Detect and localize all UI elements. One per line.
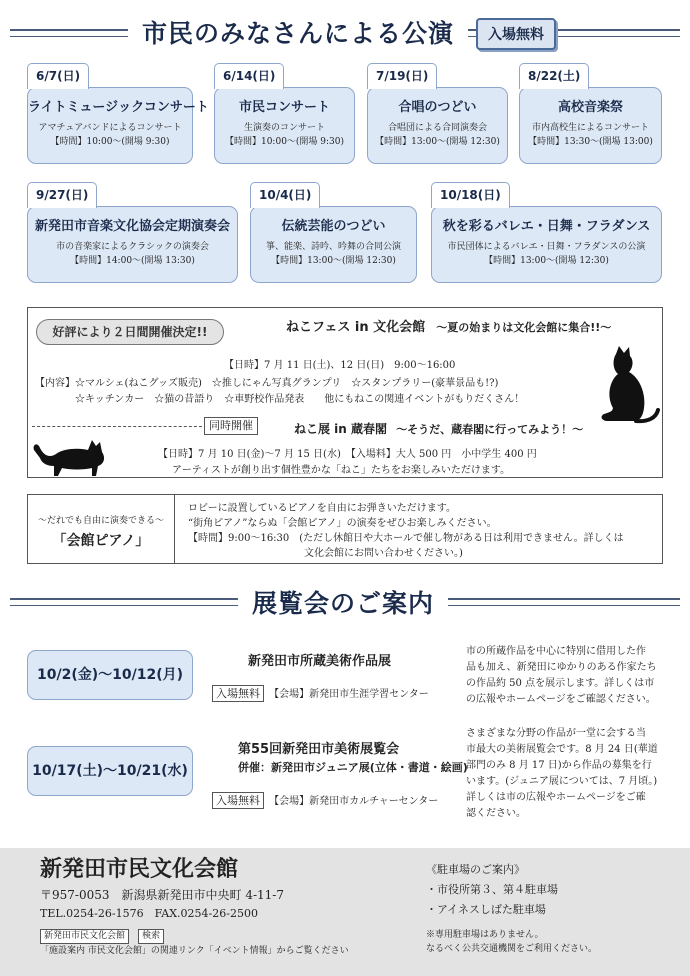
neko-ten-desc: アーティストが創り出す個性豊かな「ねこ」たちをお楽しみいただけます。 <box>172 465 511 476</box>
desc-line: 詳しくは市の広報やホームページをご確 <box>466 792 646 803</box>
exhibition-meta <box>212 789 438 809</box>
sitting-cat-illustration <box>596 346 660 424</box>
event-card <box>367 63 508 164</box>
event-card <box>519 63 662 164</box>
desc-line: の広報やホームページをご確認ください。 <box>466 694 656 705</box>
parking-item: ・市役所第３、第４駐車場 <box>426 883 558 896</box>
exhibition-title: 新発田市所蔵美術作品展 <box>248 654 392 669</box>
parking-title: 《駐車場のご案内》 <box>426 863 525 876</box>
exhibition-title: 第55回新発田市美術展覧会 <box>238 742 400 757</box>
event-title: 秋を彩るバレエ・日舞・フラダンス <box>442 219 651 234</box>
event-time: 【時間】13:00～(開場 12:30) <box>484 256 609 266</box>
footer <box>0 848 690 976</box>
search-box-text: 新発田市民文化会館 <box>40 929 129 944</box>
event-title: 新発田市音楽文化協会定期演奏会 <box>34 219 230 234</box>
exhibition-date: 10/2(金)～10/12(月) <box>27 650 193 700</box>
piano-subtitle: ～だれでも自由に演奏できる～ <box>37 516 164 526</box>
event-card <box>27 63 209 164</box>
event-time: 【時間】13:00～(開場 12:30) <box>375 137 500 147</box>
footer-phone: TEL.0254-26-1576 FAX.0254-26-2500 <box>40 907 258 920</box>
search-button-graphic: 検索 <box>138 929 164 944</box>
desc-line: 認ください。 <box>466 808 526 819</box>
performances-title: 市民のみなさんによる公演 <box>128 14 468 50</box>
neko-fes-title: ねこフェス in 文化会館 <box>286 320 426 335</box>
desc-line: 部門のみ 8 月 17 日)から作品の募集を行 <box>466 760 652 771</box>
neko-ten-heading <box>294 418 583 437</box>
free-admission-badge: 入場無料 <box>476 18 556 50</box>
search-box-graphic <box>40 923 164 944</box>
neko-fes-content-2: ☆キッチンカー ☆猫の昔語り ☆車野校作品発表 他にもねこの関連イベントがもりだくさん！ <box>75 394 525 405</box>
desc-line: 市の所蔵作品を中心に特別に借用した作 <box>466 646 646 657</box>
free-admission-tag: 入場無料 <box>212 685 264 702</box>
event-date: 7/19(日) <box>367 63 437 89</box>
neko-fes-date: 【日時】7 月 11 日(土)、12 日(日) 9:00～16:00 <box>224 360 456 371</box>
event-time: 【時間】14:00～(開場 13:30) <box>70 256 195 266</box>
event-time: 【時間】10:00～(開場 9:30) <box>224 137 345 147</box>
free-admission-tag: 入場無料 <box>212 792 264 809</box>
event-date: 6/7(日) <box>27 63 89 89</box>
event-date: 10/4(日) <box>250 182 320 208</box>
event-card <box>27 182 238 283</box>
event-title: 合唱のつどい <box>398 100 477 115</box>
neko-ten-subtitle: ～そうだ、蔵春閣に行ってみよう！～ <box>396 423 584 436</box>
event-desc: 市民団体によるバレエ・日舞・フラダンスの公演 <box>447 242 646 252</box>
piano-line: “街角ピアノ”ならぬ「会館ピアノ」の演奏をぜひお楽しみください。 <box>188 518 497 529</box>
event-card <box>250 182 417 283</box>
footer-venue-name: 新発田市民文化会館 <box>40 857 239 882</box>
piano-title: 「会館ピアノ」 <box>52 533 150 549</box>
neko-fes-box <box>27 307 663 478</box>
exhibition-desc <box>466 726 658 822</box>
event-desc: 合唱団による合同演奏会 <box>387 123 487 133</box>
parking-note <box>426 928 597 956</box>
exhibition-meta <box>212 682 429 702</box>
event-desc: アマチュアバンドによるコンサート <box>38 123 182 133</box>
parking-note-line: ※専用駐車場はありません。 <box>426 930 544 940</box>
desc-line: います。(ジュニア展については、7 月頃。) <box>466 776 658 787</box>
event-date: 8/22(土) <box>519 63 589 89</box>
kaikan-piano-box <box>27 494 663 564</box>
event-time: 【時間】13:30～(開場 13:00) <box>528 137 653 147</box>
exhibition-venue: 【会場】新発田市カルチャーセンター <box>269 796 439 807</box>
event-desc: 市内高校生によるコンサート <box>531 123 649 133</box>
event-card <box>431 182 662 283</box>
event-time: 【時間】10:00～(開場 9:30) <box>50 137 170 147</box>
event-desc: 生演奏のコンサート <box>243 123 325 133</box>
footer-address: 〒957-0053 新潟県新発田市中央町 4-11-7 <box>40 888 284 902</box>
neko-fes-heading <box>286 316 611 335</box>
desc-line: 品も加え、新発田にゆかりのある作家たち <box>466 662 657 673</box>
event-title: 市民コンサート <box>238 100 330 115</box>
exhibition-venue: 【会場】新発田市生涯学習センター <box>269 689 429 700</box>
neko-fes-subtitle: ～夏の始まりは文化会館に集合!!～ <box>436 321 612 334</box>
simultaneous-label: 同時開催 <box>204 417 258 435</box>
exhibitions-title: 展覧会のご案内 <box>238 584 448 620</box>
exhibition-subtitle: 併催：新発田市ジュニア展(立体・書道・絵画) <box>238 761 468 774</box>
parking-item: ・アイネスしばた駐車場 <box>426 903 546 916</box>
event-time: 【時間】13:00～(開場 12:30) <box>271 256 396 266</box>
event-desc: 箏、能楽、詩吟、吟舞の合同公演 <box>265 242 401 252</box>
desc-line: さまざまな分野の作品が一堂に会する当 <box>466 728 646 739</box>
parking-info <box>426 860 558 920</box>
dashed-divider-left <box>32 426 202 427</box>
neko-fes-content-1: 【内容】☆マルシェ(ねこグッズ販売) ☆推しにゃん写真グランプリ ☆スタンプラリー(豪華景品も!?) <box>35 378 499 389</box>
event-title: 高校音楽祭 <box>557 100 623 115</box>
event-desc: 市の音楽家によるクラシックの演奏会 <box>56 242 209 252</box>
neko-ten-date: 【日時】7 月 10 日(金)～7 月 15 日(水) 【入場料】大人 500 円 小中学生 400 円 <box>158 449 537 460</box>
event-date: 9/27(日) <box>27 182 97 208</box>
event-title: ライトミュージックコンサート <box>28 100 209 115</box>
piano-line: 文化会館にお問い合わせください。) <box>304 548 463 559</box>
event-title: 伝統芸能のつどい <box>281 219 386 234</box>
parking-note-line: なるべく公共交通機関をご利用ください。 <box>426 944 598 954</box>
desc-line: の作品約 50 点を展示します。詳しくは市 <box>466 678 655 689</box>
event-card <box>214 63 355 164</box>
two-day-pill: 好評により２日間開催決定!! <box>36 319 224 345</box>
desc-line: 市最大の美術展覧会です。8 月 24 日(華道 <box>466 744 658 755</box>
event-date: 6/14(日) <box>214 63 284 89</box>
piano-description <box>188 501 624 561</box>
exhibition-desc <box>466 644 657 708</box>
piano-line: ロビーに設置しているピアノを自由にお弾きいただけます。 <box>188 503 456 514</box>
walking-cat-illustration <box>30 428 112 478</box>
piano-line: 【時間】9:00～16:30 (ただし休館日や大ホールで催し物がある日は利用できません。詳しくは <box>188 533 624 544</box>
piano-title-cell <box>28 495 175 563</box>
footer-link-note: 「施設案内 市民文化会館」の関連リンク「イベント情報」からご覧ください <box>40 946 349 956</box>
exhibition-date: 10/17(土)～10/21(水) <box>27 746 193 796</box>
event-date: 10/18(日) <box>431 182 510 208</box>
neko-ten-title: ねこ展 in 蔵春閣 <box>294 422 388 436</box>
